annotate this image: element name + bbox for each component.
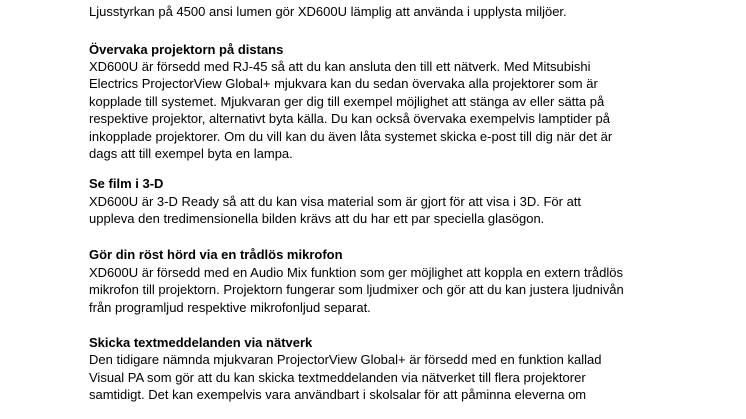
paragraph-line: XD600U är försedd med en Audio Mix funktion som ger möjlighet att koppla en extern trådlös [89,264,624,280]
section-remote-monitoring [89,41,689,163]
section-network-messages [89,334,689,404]
paragraph-line: Electrics ProjectorView Global+ mjukvara kan du sedan övervaka alla projektorer som är [89,76,598,91]
paragraph-line: XD600U är försedd med RJ-45 så att du kan ansluta den till ett nätverk. Med Mitsubishi [89,58,591,74]
paragraph-line: XD600U är 3-D Ready så att du kan visa material som är gjort för att visa i 3D. För att [89,193,582,209]
paragraph-line: respektive projektor, alternativt byta källa. Du kan också övervaka exempelvis lamptider på [89,111,610,126]
paragraph-line: inkopplade projektorer. Om du vill kan du även låta systemet skicka e-post till dig när det är [89,128,613,144]
paragraph-line: uppleva den tredimensionella bilden krävs att du har ett par speciella glasögon. [89,211,545,226]
section-heading: Se film i 3-D [89,175,164,191]
paragraph-line: Visual PA som gör att du kan skicka textmeddelanden via nätverket till flera projektorer [89,369,586,385]
document-page [89,3,689,404]
paragraph-line: samtidigt. Det kan exempelvis vara användbart i skolsalar för att påminna eleverna om [89,387,587,402]
section-heading: Övervaka projektorn på distans [89,41,284,57]
paragraph-line: kopplade till systemet. Mjukvaran ger dig till exempel möjlighet att stänga av eller sätta på [89,93,605,109]
paragraph-line: från programljud respektive mikrofonljud separat. [89,299,371,315]
section-3d [89,175,689,228]
paragraph-line: Den tidigare nämnda mjukvaran ProjectorView Global+ är försedd med en funktion kallad [89,352,602,367]
section-heading: Gör din röst hörd via en trådlös mikrofon [89,246,343,262]
paragraph-line: mikrofon till projektorn. Projektorn fungerar som ljudmixer och gör att du kan justera ljudnivån [89,282,624,297]
section-heading: Skicka textmeddelanden via nätverk [89,335,313,350]
paragraph-line: dags att till exempel byta en lampa. [89,146,293,161]
section-wireless-microphone [89,246,689,317]
intro-paragraph: Ljusstyrkan på 4500 ansi lumen gör XD600U lämplig att använda i upplysta miljöer. [89,4,567,19]
